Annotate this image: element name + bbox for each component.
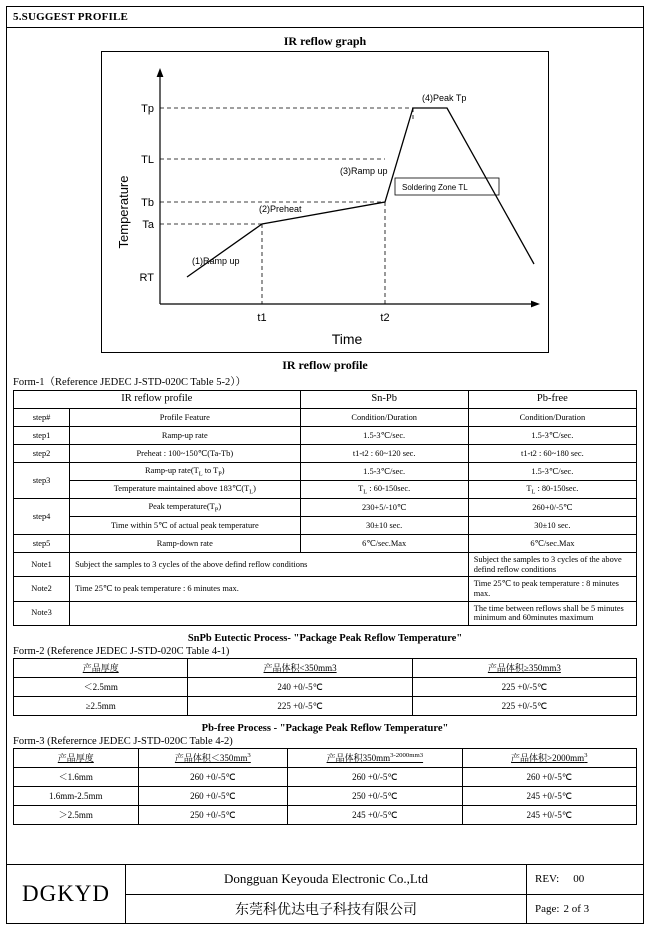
form1-note-right: Time 25℃ to peak temperature : 8 minutes max. — [468, 577, 636, 601]
form2-cell: 225 +0/-5℃ — [188, 696, 412, 715]
x-tick-t2: t2 — [380, 312, 390, 324]
form3-cell: 245 +0/-5℃ — [462, 786, 636, 805]
form3-cell: ＜1.6mm — [14, 767, 139, 786]
form1-feature: Ramp-up $rate(T_L$ to $T_P$) — [70, 463, 301, 481]
form2-header-0: 产品厚度 — [14, 658, 188, 677]
company-name-en: Dongguan Keyouda Electronic Co.,Ltd — [126, 865, 526, 895]
form1-subheader-step: step# — [14, 409, 70, 427]
y-tick-rt: RT — [139, 272, 154, 284]
form3-header-3-text: 产品体积>2000mm — [511, 753, 585, 764]
form3-cell: 260 +0/-5℃ — [138, 786, 288, 805]
page-footer — [7, 864, 643, 923]
footer-meta — [527, 865, 643, 923]
table-row — [14, 463, 637, 481]
form3-cell: 245 +0/-5℃ — [462, 805, 636, 824]
table-row — [14, 481, 637, 499]
form1-step: step2 — [14, 445, 70, 463]
table-row — [14, 805, 637, 824]
table-note-row — [14, 601, 637, 625]
table-note-row — [14, 553, 637, 577]
form1-header-col2: Sn-Pb — [300, 391, 468, 409]
form2-cell: 225 +0/-5℃ — [412, 677, 636, 696]
revision-label: REV: — [535, 873, 560, 886]
annotation-ramp-up-2: (3)Ramp up — [340, 166, 388, 176]
form1-note-text: Time 25℃ to peak temperature : 6 minutes max. — [70, 577, 469, 601]
page-border — [6, 6, 644, 924]
form1-pbfree: 30±10 sec. — [468, 517, 636, 535]
revision-value: 00 — [573, 873, 585, 886]
annotation-preheat: (2)Preheat — [259, 204, 302, 214]
form1-pbfree: $T_L$ : 80-150sec. — [468, 481, 636, 499]
form1-note-label: Note3 — [14, 601, 70, 625]
table-row — [14, 445, 637, 463]
form1-feature: Time within 5℃ of actual peak temperature — [70, 517, 301, 535]
x-tick-t1: t1 — [257, 312, 267, 324]
form1-subheader-cond1: Condition/Duration — [300, 409, 468, 427]
form2-cell: ≥2.5mm — [14, 696, 188, 715]
form3-cell: 245 +0/-5℃ — [288, 805, 462, 824]
form3-header-2-sup: 3-2000mm3 — [390, 752, 424, 760]
form2-label: Form-2 (Reference JEDEC J-STD-020C Table 4-1) — [13, 645, 230, 657]
table-row — [14, 499, 637, 517]
graph-title: IR reflow graph — [283, 34, 367, 48]
form1-snpb: $T_L$ : 60-150sec. — [300, 481, 468, 499]
page-body — [7, 28, 643, 864]
form3-cell: ＞2.5mm — [14, 805, 139, 824]
x-axis-label: Time — [331, 331, 363, 347]
form1-header-col3: Pb-free — [468, 391, 636, 409]
form1-note-right: Subject the samples to 3 cycles of the above defind reflow conditions — [468, 553, 636, 577]
form1-feature: Ramp-up rate — [70, 427, 301, 445]
form3-header-1-text: 产品体积＜350mm — [174, 753, 248, 764]
page-label: Page: — [535, 902, 560, 915]
form2-header-1: 产品体积<350mm3 — [188, 658, 412, 677]
form1-pbfree: 260+0/-5℃ — [468, 499, 636, 517]
form1-step: step1 — [14, 427, 70, 445]
form1-note-right: The time between reflows shall be 5 minutes minimum and 60minutes maximum — [468, 601, 636, 625]
reflow-graph-svg — [102, 52, 564, 350]
form2-title: SnPb Eutectic Process- "Package Peak Reflow Temperature" — [187, 632, 463, 644]
form1-step: step5 — [14, 535, 70, 553]
reflow-graph — [101, 51, 549, 353]
form3-cell: 260 +0/-5℃ — [288, 767, 462, 786]
form1-pbfree: t1-t2 : 60~180 sec. — [468, 445, 636, 463]
form2-table — [13, 658, 637, 716]
table-row — [14, 677, 637, 696]
form3-header-0: 产品厚度 — [14, 748, 139, 767]
form1-snpb: 6℃/sec.Max — [300, 535, 468, 553]
form3-cell: 250 +0/-5℃ — [138, 805, 288, 824]
table-row — [14, 767, 637, 786]
form1-feature: Peak $temperature(T_P)$ — [70, 499, 301, 517]
form1-feature: Preheat : 100~150℃(Ta-Tb) — [70, 445, 301, 463]
form1-note-text — [70, 601, 469, 625]
profile-caption: IR reflow profile — [282, 358, 368, 372]
form3-cell: 260 +0/-5℃ — [138, 767, 288, 786]
form3-table — [13, 748, 637, 825]
form1-pbfree: 1.5-3℃/sec. — [468, 427, 636, 445]
table-row — [14, 786, 637, 805]
form1-step: step4 — [14, 499, 70, 535]
form1-snpb: 30±10 sec. — [300, 517, 468, 535]
form3-header-2-text: 产品体积350mm — [326, 753, 391, 764]
form1-snpb: 230+5/-10℃ — [300, 499, 468, 517]
table-header-row — [14, 391, 637, 409]
form1-pbfree: 1.5-3℃/sec. — [468, 463, 636, 481]
y-tick-tb: Tb — [141, 197, 154, 209]
form2-cell: ＜2.5mm — [14, 677, 188, 696]
form3-header-3 — [462, 748, 636, 767]
table-row — [14, 535, 637, 553]
y-tick-tp: Tp — [141, 103, 154, 115]
form1-snpb: 1.5-3℃/sec. — [300, 427, 468, 445]
table-header-row — [14, 748, 637, 767]
form1-subheader-cond2: Condition/Duration — [468, 409, 636, 427]
company-names — [126, 865, 527, 923]
form1-label: Form-1（Reference JEDEC J-STD-020C Table 5-2）） — [13, 377, 246, 388]
table-row — [14, 517, 637, 535]
form1-note-text: Subject the samples to 3 cycles of the above defind reflow conditions — [70, 553, 469, 577]
annotation-ramp-up-1: (1)Ramp up — [192, 256, 240, 266]
form2-cell: 240 +0/-5℃ — [188, 677, 412, 696]
form1-table — [13, 390, 637, 626]
form1-header-col1: IR reflow profile — [14, 391, 301, 409]
y-tick-tl: TL — [141, 154, 154, 166]
form1-step: step3 — [14, 463, 70, 499]
form3-header-1 — [138, 748, 288, 767]
revision-row — [527, 865, 643, 895]
form3-title: Pb-free Process - "Package Peak Reflow Temperature" — [201, 722, 449, 734]
page-value: 2 of 3 — [563, 902, 590, 915]
page-number-row — [527, 895, 643, 924]
form3-cell: 260 +0/-5℃ — [462, 767, 636, 786]
form3-cell: 250 +0/-5℃ — [288, 786, 462, 805]
section-title: 5.SUGGEST PROFILE — [7, 7, 643, 28]
form1-note-label: Note1 — [14, 553, 70, 577]
y-axis-label: Temperature — [116, 175, 131, 249]
table-row — [14, 427, 637, 445]
form1-pbfree: 6℃/sec.Max — [468, 535, 636, 553]
form1-snpb: 1.5-3℃/sec. — [300, 463, 468, 481]
form3-header-2 — [288, 748, 462, 767]
form2-cell: 225 +0/-5℃ — [412, 696, 636, 715]
form3-header-1-sup: 3 — [247, 752, 251, 760]
form3-header-3-sup: 3 — [584, 752, 588, 760]
form3-label: Form-3 (Referernce JEDEC J-STD-020C Table 4-2) — [13, 735, 233, 747]
table-subheader-row — [14, 409, 637, 427]
form1-snpb: t1-t2 : 60~120 sec. — [300, 445, 468, 463]
table-row — [14, 696, 637, 715]
table-header-row — [14, 658, 637, 677]
form2-header-2: 产品体积≥350mm3 — [412, 658, 636, 677]
form1-subheader-feature: Profile Feature — [70, 409, 301, 427]
table-note-row — [14, 577, 637, 601]
annotation-soldering-zone: Soldering Zone TL — [402, 183, 468, 192]
form3-cell: 1.6mm-2.5mm — [14, 786, 139, 805]
company-logo: DGKYD — [7, 865, 126, 923]
company-name-cn: 东莞科优达电子科技有限公司 — [235, 901, 417, 918]
form1-note-label: Note2 — [14, 577, 70, 601]
y-tick-ta: Ta — [142, 219, 154, 231]
form1-feature: Temperature maintained above $183℃(T_L)$ — [70, 481, 301, 499]
form1-feature: Ramp-down rate — [70, 535, 301, 553]
annotation-peak: (4)Peak Tp — [422, 93, 467, 103]
